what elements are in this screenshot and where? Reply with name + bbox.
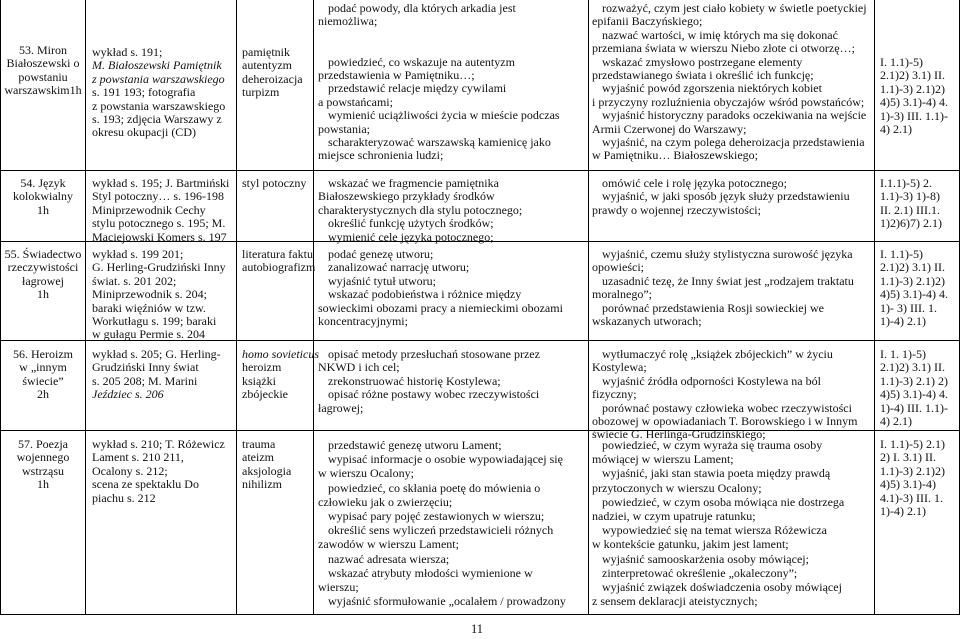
ref-line: 4.1)-3) III. 1.: [880, 490, 943, 505]
objective-line: moralnego”;: [592, 287, 652, 302]
objective-line: wypisać informacje o osobie wypowiadającej się: [328, 452, 563, 467]
objectives-continued-cell: [592, 438, 844, 608]
objective-line: wyjaśnić historyczny paradoks oczekiwania na wejście: [602, 108, 867, 123]
topic-line: 1h: [37, 477, 49, 492]
column-border: [313, 0, 314, 615]
topic-line: kolokwialny: [13, 189, 73, 204]
objective-line: podać genezę utworu;: [328, 247, 434, 261]
objective-line: powiedzieć, co skłania poetę do mówienia o: [328, 480, 541, 495]
objective-line: charakterystycznych dla stylu potocznego;: [318, 202, 523, 217]
objective-line: opisać metody przesłuchań stosowane przez: [328, 347, 540, 361]
concepts-cell: [242, 438, 291, 492]
materials-line: Workutłagu s. 199; baraki: [92, 314, 217, 329]
topic-cell: [1, 44, 85, 98]
column-border: [85, 0, 86, 615]
concept-term: książki: [242, 373, 276, 388]
objective-line: świecie G. Herlinga-Grudzińskiego;: [592, 427, 766, 442]
objective-line: wskazać zmysłowo postrzegane elementy: [602, 54, 803, 69]
objective-line: nadziei, w czym upatruje ratunku;: [592, 509, 756, 524]
objectives-continued-cell: [592, 2, 867, 163]
objective-line: wskazać we fragmencie pamiętnika: [328, 176, 499, 190]
ref-line: 4) 2.1): [880, 414, 912, 429]
objective-line: wyjaśnić źródła odporności Kostylewa na ból: [602, 373, 821, 388]
ref-line: I. 1. 1)-5): [880, 347, 926, 361]
objective-line: koncentracyjnymi;: [318, 314, 408, 329]
concept-term: ateizm: [242, 450, 274, 465]
objective-line: wyjaśnić sformułowanie „ocalałem / prowadzony: [328, 594, 566, 609]
topic-cell: [1, 177, 85, 217]
topic-line: 53. Miron: [19, 43, 67, 57]
topic-line: w „innym: [19, 360, 67, 375]
objective-line: łagrowej;: [318, 400, 364, 415]
concept-term: trauma: [242, 437, 276, 451]
objective-line: wierszu;: [318, 580, 359, 595]
objectives-cell: [318, 438, 566, 608]
concept-term: nihilizm: [242, 477, 282, 492]
row-border: [0, 170, 960, 171]
topic-line: wojennego: [16, 450, 70, 465]
ref-line: 2.1)2) 3.1) II.: [880, 68, 945, 83]
objective-line: sowieckimi obozami pracy a niemieckimi obozami: [318, 300, 563, 315]
objectives-continued-cell: [592, 177, 850, 217]
concepts-cell: [242, 248, 315, 275]
objective-line: zawodów w wierszu Lament;: [318, 537, 459, 552]
objective-line: [318, 42, 560, 55]
objective-line: rozważyć, czym jest ciało kobiety w świetle poetyckiej: [602, 1, 867, 15]
column-border: [588, 0, 589, 615]
ref-line: I. 1.1)-5): [880, 55, 923, 69]
topic-cell: [1, 438, 85, 492]
ref-line: 4)5) 3.1)-4) 4.: [880, 287, 948, 302]
topic-line: 55. Świadectwo: [4, 247, 82, 261]
objective-line: człowieku jak o zwierzęciu;: [318, 494, 453, 509]
objectives-continued-cell: [592, 248, 854, 328]
objective-line: nazwać wartości, w imię których ma się dokonać: [602, 27, 838, 42]
objective-line: przedstawić genezę utworu Lament;: [328, 438, 502, 452]
objective-line: wyjaśnić powód zgorszenia niektórych kobiet: [602, 81, 822, 96]
materials-line: G. Herling-Grudziński Inny: [92, 260, 226, 275]
materials-line: Grudziński Inny świat: [92, 360, 199, 375]
materials-line: okresu okupacji (CD): [92, 125, 196, 140]
objectives-continued-cell: [592, 348, 858, 442]
objective-line: powiedzieć, w czym wyraża się trauma osoby: [602, 438, 823, 452]
objective-line: określić funkcję użytych środków;: [328, 216, 494, 231]
concept-term: literatura faktu: [242, 247, 313, 261]
curriculum-refs-cell: [880, 248, 948, 328]
topic-line: 1h: [37, 287, 49, 302]
objective-line: wyjaśnić związek doświadczenia osoby mówiącej: [602, 580, 842, 595]
materials-line: s. 193; zdjęcia Warszawy z: [92, 112, 222, 127]
objective-line: przedstawienia w Pamiętniku…;: [318, 68, 475, 83]
objective-line: wyjaśnić tytuł utworu;: [328, 273, 436, 288]
ref-line: 4) 2.1): [880, 122, 912, 137]
objective-line: Białoszewskiego przykłady środków: [318, 189, 495, 204]
objective-line: opowieści;: [592, 260, 644, 275]
topic-line: powstaniu: [18, 69, 68, 84]
objective-line: przytoczonych w wierszu Ocalony;: [592, 480, 762, 495]
materials-cell: [92, 46, 225, 140]
ref-line: 1)2)6)7) 2.1): [880, 216, 942, 231]
objective-line: a powstańcami;: [318, 94, 393, 109]
ref-line: II. 2.1) III.1.: [880, 202, 940, 217]
materials-cell: [92, 438, 225, 505]
objective-line: zinterpretować określenie „okaleczony”;: [602, 565, 798, 580]
materials-line: Miniprzewodnik s. 204;: [92, 287, 207, 302]
concept-term: homo sovieticus: [242, 347, 319, 361]
ref-line: 1)- 3) III. 1.: [880, 300, 937, 315]
objective-line: z sensem deklaracji ateistycznych;: [592, 594, 758, 609]
topic-line: 57. Poezja: [18, 437, 68, 451]
concept-term: aksjologia: [242, 463, 292, 478]
objective-line: omówić cele i rolę języka potocznego;: [602, 176, 787, 190]
objective-line: i przyczyny rozluźnienia obyczajów wśród powstańców;: [592, 94, 865, 109]
topic-line: 1h: [37, 202, 49, 217]
objective-line: wyjaśnić, jaki stan stawia poeta między prawdą: [602, 466, 831, 481]
objective-line: fizyczny;: [592, 387, 637, 402]
materials-line: z powstania warszawskiego: [92, 71, 225, 86]
materials-line: świat. s. 201 202;: [92, 273, 177, 288]
objective-line: porównać postawy człowieka wobec rzeczywistości: [602, 400, 852, 415]
topic-line: warszawskim1h: [4, 83, 82, 98]
curriculum-refs-cell: [880, 348, 948, 428]
objective-line: mówiącej w wierszu Lament;: [592, 452, 734, 467]
materials-line: wykład s. 205; G. Herling-: [92, 347, 221, 361]
materials-line: w gułagu Permie s. 204: [92, 327, 205, 342]
ref-line: I. 1.1)-5) 2.1): [880, 437, 945, 451]
materials-cell: [92, 348, 221, 402]
topic-line: wstrząsu: [22, 463, 64, 478]
materials-line: scena ze spektaklu Do: [92, 477, 199, 492]
materials-line: z powstania warszawskiego: [92, 98, 226, 113]
ref-line: 1)-4) 2.1): [880, 504, 926, 519]
concept-term: heroizm: [242, 360, 282, 375]
objective-line: wypisać pary pojęć zestawionych w wierszu;: [328, 509, 545, 524]
topic-line: łagrowej: [22, 273, 64, 288]
objective-line: wymienić cele języka potocznego;: [328, 229, 494, 244]
ref-line: 1.1)-3) 2.1)2): [880, 463, 945, 478]
objectives-cell: [318, 2, 560, 163]
topic-line: 54. Język: [20, 176, 66, 190]
curriculum-refs-cell: [880, 438, 945, 518]
curriculum-refs-cell: [880, 177, 942, 231]
objective-line: przemiana świata w wierszu Niebo złote ci otworzę…;: [592, 41, 855, 56]
materials-line: Ocalony s. 212;: [92, 463, 168, 478]
ref-line: 4)5) 3.1)-4): [880, 477, 936, 492]
concept-term: styl potoczny: [242, 176, 307, 190]
objective-line: epifanii Baczyńskiego;: [592, 14, 703, 29]
ref-line: 4)5) 3.1)-4) 4.: [880, 95, 948, 110]
concept-term: autentyzm: [242, 58, 292, 73]
objective-line: zrekonstruować historię Kostylewa;: [328, 373, 501, 388]
objective-line: wskazanych utworach;: [592, 314, 702, 329]
objective-line: wskazać atrybuty młodości wymienione w: [328, 565, 533, 580]
column-border: [874, 0, 875, 615]
ref-line: I. 1.1)-5): [880, 247, 923, 261]
objective-line: miejsce schronienia ludzi;: [318, 148, 444, 163]
objective-line: powiedzieć, co wskazuje na autentyzm: [328, 54, 515, 69]
objective-line: wypowiedzieć się na temat wiersza Różewicza: [602, 523, 827, 538]
ref-line: 2) I. 3.1) II.: [880, 450, 936, 465]
objective-line: zanalizować narrację utworu;: [328, 260, 470, 275]
materials-line: s. 205 208; M. Marini: [92, 373, 198, 388]
materials-line: Lament s. 210 211,: [92, 450, 184, 465]
concept-term: autobiografizm: [242, 260, 316, 275]
concepts-cell: [242, 177, 306, 190]
materials-line: Jeździec s. 206: [92, 387, 164, 402]
objective-line: NKWD i ich cel;: [318, 360, 400, 375]
objective-line: określić sens wyliczeń przedstawicieli różnych: [328, 523, 554, 538]
objectives-cell: [318, 177, 522, 244]
objective-line: niemożliwa;: [318, 14, 378, 29]
objective-line: w Pamiętniku… Białoszewskiego;: [592, 148, 758, 163]
objective-line: prawdy o wojennej rzeczywistości;: [592, 202, 761, 217]
materials-line: piachu s. 212: [92, 490, 156, 505]
objective-line: powiedzieć, w czym osoba mówiąca nie dostrzega: [602, 494, 845, 509]
page-number: 11: [471, 622, 484, 636]
objective-line: opisać różne postawy wobec rzeczywistości: [328, 387, 540, 402]
objective-line: wskazać podobieństwa i różnice między: [328, 287, 522, 302]
ref-line: 2.1)2) 3.1) II.: [880, 360, 945, 375]
materials-line: wykład s. 210; T. Różewicz: [92, 437, 225, 451]
topic-cell: [1, 348, 85, 402]
objective-line: w wierszu Ocalony;: [318, 466, 414, 481]
objective-line: obozowej w opowiadaniach T. Borowskiego i w Innym: [592, 414, 858, 429]
materials-line: M. Białoszewski Pamiętnik: [92, 58, 222, 73]
concepts-cell: [242, 46, 303, 100]
concept-term: pamiętnik: [242, 45, 290, 59]
materials-cell: [92, 248, 226, 342]
ref-line: I.1.1)-5) 2.: [880, 176, 932, 190]
ref-line: 1)-4) III. 1.1)-: [880, 400, 948, 415]
materials-line: wykład s. 191;: [92, 45, 163, 59]
column-border: [236, 0, 237, 615]
ref-line: 1.1)-3) 2.1)2): [880, 81, 945, 96]
topic-line: 56. Heroizm: [13, 347, 73, 361]
ref-line: 2.1)2) 3.1) II.: [880, 260, 945, 275]
materials-line: wykład s. 199 201;: [92, 247, 184, 261]
objective-line: Kostylewa;: [592, 360, 647, 375]
concept-term: deheroizacja: [242, 71, 303, 86]
materials-line: baraki więźniów w tzw.: [92, 300, 206, 315]
objective-line: wyjaśnić, w jaki sposób język służy przedstawieniu: [602, 189, 850, 204]
objective-line: nazwać adresata wiersza;: [328, 551, 450, 566]
concepts-cell: [242, 348, 319, 402]
topic-line: świecie”: [22, 373, 64, 388]
table-bottom-border: [0, 614, 960, 615]
objective-line: porównać przedstawienia Rosji sowieckiej we: [602, 300, 824, 315]
concept-term: zbójeckie: [242, 387, 288, 402]
materials-cell: [92, 177, 229, 244]
objective-line: Armii Czerwonej do Warszawy;: [592, 121, 747, 136]
objective-line: uzasadnić tezę, że Inny świat jest „rodzajem traktatu: [602, 273, 854, 288]
objectives-cell: [318, 248, 563, 328]
materials-line: Styl potoczny… s. 196-198: [92, 189, 224, 204]
objective-line: przedstawić relacje między cywilami: [328, 81, 507, 96]
objective-line: wytłumaczyć rolę „książek zbójeckich” w życiu: [602, 347, 833, 361]
ref-line: 1.1)-3) 2.1) 2): [880, 373, 948, 388]
materials-line: Miniprzewodnik Cechy: [92, 202, 206, 217]
objective-line: [318, 29, 560, 42]
materials-line: Maciejowski Komers s. 197: [92, 229, 227, 244]
curriculum-refs-cell: [880, 56, 948, 136]
ref-line: 1)-3) III. 1.1)-: [880, 108, 948, 123]
ref-line: 4)5) 3.1)-4) 4.: [880, 387, 948, 402]
materials-line: s. 191 193; fotografia: [92, 85, 196, 100]
objective-line: wyjaśnić samooskarżenia osoby mówiącej;: [602, 551, 809, 566]
objective-line: podać powody, dla których arkadia jest: [328, 1, 516, 15]
concept-term: turpizm: [242, 85, 280, 100]
ref-line: 1.1)-3) 1)-8): [880, 189, 940, 204]
objective-line: scharakteryzować warszawską kamienicę jako: [328, 135, 551, 150]
topic-line: Białoszewski o: [6, 56, 80, 71]
topic-line: 2h: [37, 387, 49, 402]
materials-line: wykład s. 195; J. Bartmiński: [92, 176, 230, 190]
objective-line: wyjaśnić, czemu służy stylistyczna surowość języka: [602, 247, 853, 261]
topic-cell: [1, 248, 85, 302]
ref-line: 1)-4) 2.1): [880, 314, 926, 329]
objectives-cell: [318, 348, 540, 415]
ref-line: 1.1)-3) 2.1)2): [880, 273, 945, 288]
materials-line: stylu potocznego s. 195; M.: [92, 216, 226, 231]
objective-line: w kontekście gatunku, jakim jest lament;: [592, 537, 789, 552]
objective-line: wymienić uciążliwości życia w mieście podczas: [328, 108, 560, 123]
objective-line: powstania;: [318, 121, 370, 136]
objective-line: wyjaśnić, na czym polega deheroizacja przedstawienia: [602, 135, 865, 150]
objective-line: przedstawianego świata i określić ich funkcję;: [592, 68, 814, 83]
topic-line: rzeczywistości: [7, 260, 79, 275]
